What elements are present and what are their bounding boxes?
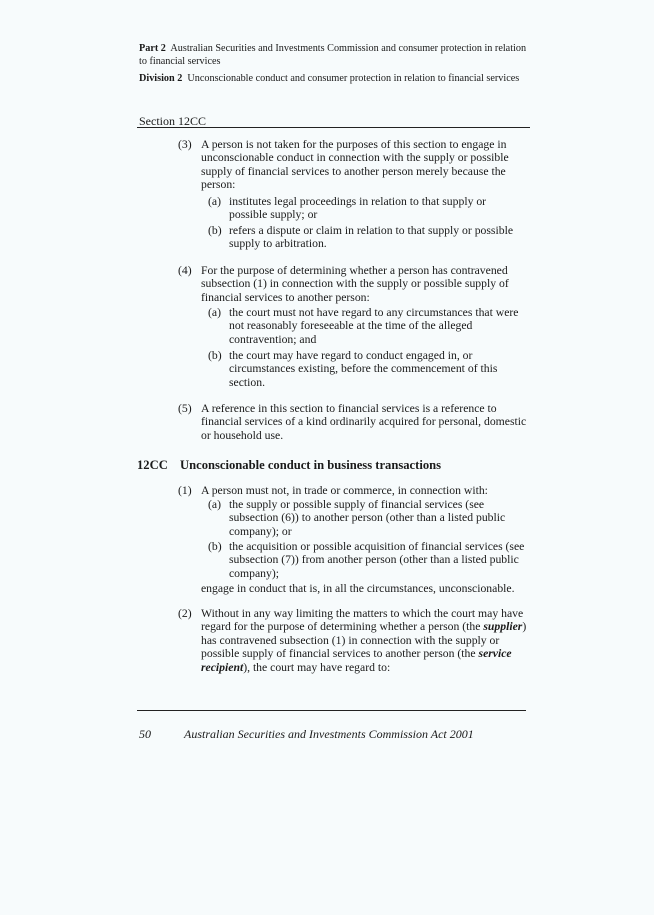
para-3a-number: (a) (208, 195, 221, 208)
para-c1b-text: the acquisition or possible acquisition of financial services (see subsection (7)) from another person (other than a listed public company); (229, 540, 525, 580)
subsection-c1-tail: engage in conduct that is, in all the circumstances, unconscionable. (201, 582, 515, 595)
section-label: Section 12CC (139, 114, 207, 128)
defined-term-service-recipient: service recipient (201, 647, 512, 674)
subsection-5-text: A reference in this section to financial services is a reference to financial services of a kind ordinarily acquired for personal, domestic or household use. (201, 402, 527, 442)
page-number: 50 (139, 727, 151, 741)
header-rule (137, 127, 530, 128)
subsection-4-text: For the purpose of determining whether a person has contravened subsection (1) in connection with the supply or possible supply of financial services to another person: (201, 264, 509, 304)
para-3b-number: (b) (208, 224, 222, 237)
para-3b-text: refers a dispute or claim in relation to that supply or possible supply to arbitration. (229, 224, 514, 251)
para-4b-number: (b) (208, 349, 222, 362)
part-title: Australian Securities and Investments Commission and consumer protection in relation to financial services (139, 43, 527, 67)
para-c1b-number: (b) (208, 540, 222, 553)
section-heading-title: Unconscionable conduct in business transactions (180, 458, 442, 472)
part-label: Part 2 (139, 43, 166, 54)
division-title: Unconscionable conduct and consumer protection in relation to financial services (187, 73, 520, 84)
para-4a-number: (a) (208, 306, 221, 319)
subsection-c1-text: A person must not, in trade or commerce, in connection with: (201, 484, 488, 497)
division-header (139, 72, 531, 85)
para-4a-text: the court must not have regard to any circumstances that were not reasonably foreseeable at the time of the alleged contravention; and (229, 306, 519, 346)
subsection-4-number: (4) (178, 264, 192, 277)
para-c1a-text: the supply or possible supply of financial services (see subsection (6)) to another person (other than a listed public company); or (229, 498, 506, 538)
subsection-3-number: (3) (178, 138, 192, 151)
act-title: Australian Securities and Investments Commission Act 2001 (184, 727, 474, 741)
para-3a-text: institutes legal proceedings in relation to that supply or possible supply; or (229, 195, 487, 222)
subsection-c1-number: (1) (178, 484, 192, 497)
section-heading (137, 458, 441, 473)
footer-rule (137, 710, 526, 711)
section-heading-number: 12CC (137, 458, 168, 472)
subsection-c2-number: (2) (178, 607, 192, 620)
subsection-5-number: (5) (178, 402, 192, 415)
defined-term-supplier: supplier (483, 620, 523, 634)
subsection-c2-text (201, 607, 527, 674)
subsection-c2-part2: ) has contravened subsection (1) in connection with the supply or possible supply of financial services to another person (the (201, 620, 527, 661)
part-header (139, 42, 531, 68)
para-c1a-number: (a) (208, 498, 221, 511)
division-label: Division 2 (139, 73, 183, 84)
para-4b-text: the court may have regard to conduct engaged in, or circumstances existing, before the commencement of this section. (229, 349, 498, 389)
subsection-c2-part1: Without in any way limiting the matters to which the court may have regard for the purpose of determining whether a person (the (201, 607, 524, 634)
subsection-3-text: A person is not taken for the purposes of this section to engage in unconscionable conduct in connection with the supply or possible supply of financial services to another person merely because the person: (201, 138, 509, 192)
subsection-c2-part3: ), the court may have regard to: (243, 660, 391, 674)
